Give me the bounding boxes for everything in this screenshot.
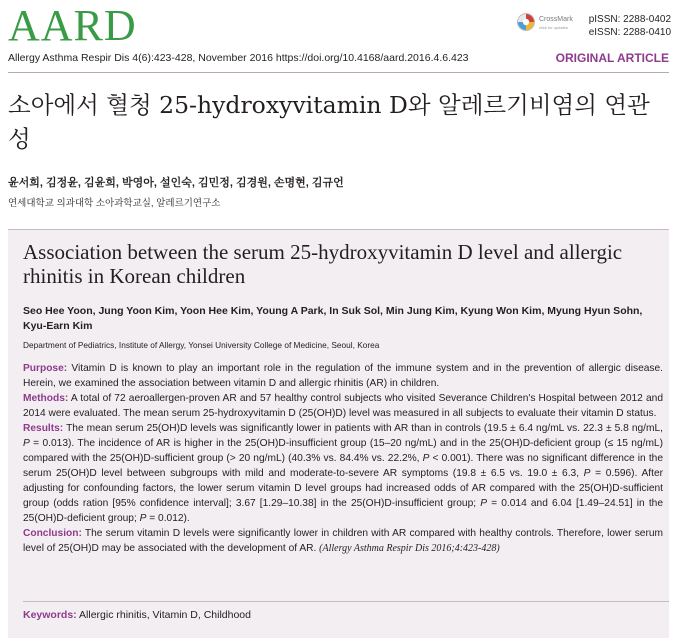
- conclusion-citation: (Allergy Asthma Respir Dis 2016;4:423-428): [319, 543, 500, 554]
- issn-block: [589, 13, 671, 39]
- abstract-purpose: [23, 361, 663, 391]
- keywords: [23, 609, 251, 621]
- p-symbol: P: [23, 438, 30, 449]
- korean-title: 소아에서 혈청 25-hydroxyvitamin D와 알레르기비염의 연관성: [8, 91, 650, 153]
- purpose-text: Vitamin D is known to play an important role in the regulation of the immune system and in the prevention of allergic disease. Herein, we examined the association between vitamin D and allergic rhinitis (AR) in children.: [23, 363, 663, 389]
- keywords-text: Allergic rhinitis, Vitamin D, Childhood: [76, 609, 251, 621]
- purpose-label: Purpose:: [23, 363, 68, 374]
- article-type: ORIGINAL ARTICLE: [555, 51, 669, 65]
- crossmark-sub: click for updates: [539, 25, 568, 30]
- english-authors: Seo Hee Yoon, Jung Yoon Kim, Yoon Hee Kim, Young A Park, In Suk Sol, Min Jung Kim, Kyung Won Kim, Myung Hyun Sohn, Kyu-Earn Kim: [23, 305, 643, 332]
- abstract-methods: [23, 391, 663, 421]
- results-text: < 0.001). There was no significant difference in the serum 25(OH)D level between subgroups with mild and moderate-to-severe AR symptoms (19.8 ± 6.5 vs. 19.0 ± 6.3,: [23, 453, 663, 479]
- eissn: eISSN: 2288-0410: [588, 27, 671, 38]
- conclusion-label: Conclusion:: [23, 528, 82, 539]
- abstract-box: [8, 229, 669, 638]
- results-text: = 0.014 and 6.04 [1.49–24.51] in the 25(OH)D-deficient group;: [23, 498, 663, 524]
- methods-text: A total of 72 aeroallergen-proven AR and 57 healthy control subjects who visited Severance Children's Hospital between 2012 and 2014 were evaluated. The mean serum 25-hydroxyvitamin D (25(OH)D) level was measured in all subjects to evaluate their vitamin D status.: [23, 393, 663, 419]
- results-text: = 0.596). After adjusting for confounding factors, the lower serum vitamin D level groups had increased odds of AR compared with the 25(OH)D-sufficient group (odds ration [95% confidence interval]; 3.67 [1.29–10.38] in the 25(OH)D-insufficient group;: [23, 468, 663, 509]
- results-text: = 0.013). The incidence of AR is higher in the 25(OH)D-insufficient group (15–20 ng/mL) and in the 25(OH)D-deficient group (≤ 15 ng/mL) compared with the 25(OH)D-sufficient group (> 20 ng/mL) (40.3% vs. 84.4% vs. 22.2%,: [23, 438, 663, 464]
- methods-label: Methods:: [23, 393, 69, 404]
- abstract-conclusion: [23, 526, 663, 556]
- korean-affiliation: 연세대학교 의과대학 소아과학교실, 알레르기연구소: [8, 198, 221, 209]
- p-symbol: P: [480, 498, 488, 509]
- p-symbol: P: [583, 468, 591, 479]
- korean-authors: 윤서희, 김정윤, 김윤희, 박영아, 설인숙, 김민정, 김경원, 손명현, 김규언: [8, 177, 344, 189]
- crossmark-icon: [517, 13, 535, 31]
- p-symbol: P: [139, 513, 147, 524]
- crossmark-badge[interactable]: [517, 11, 587, 39]
- header-divider: [8, 72, 669, 73]
- results-label: Results:: [23, 423, 64, 434]
- journal-logo: AARD: [8, 1, 137, 50]
- abstract-results: [23, 421, 663, 526]
- abstract-text: [23, 361, 663, 556]
- english-title: Association between the serum 25-hydroxyvitamin D level and allergic rhinitis in Korean children: [23, 240, 623, 288]
- p-symbol: P: [422, 453, 430, 464]
- conclusion-text: The serum vitamin D levels were significantly lower in children with AR compared with healthy controls. Therefore, lower serum level of 25(OH)D may be associated with the development of AR.: [23, 528, 663, 554]
- journal-citation: Allergy Asthma Respir Dis 4(6):423-428, November 2016 https://doi.org/10.4168/aard.2016.4.6.423: [8, 52, 469, 64]
- crossmark-label: CrossMark: [539, 16, 573, 23]
- keywords-label: Keywords:: [23, 609, 77, 621]
- results-text: The mean serum 25(OH)D levels was significantly lower in patients with AR than in controls (19.5 ± 6.4 ng/mL vs. 22.3 ± 5.8 ng/mL,: [66, 423, 663, 434]
- pissn: pISSN: 2288-0402: [588, 14, 671, 25]
- keywords-divider: [23, 601, 669, 602]
- english-affiliation: Department of Pediatrics, Institute of Allergy, Yonsei University College of Medicine, Seoul, Korea: [23, 340, 380, 350]
- results-text: = 0.012).: [146, 513, 190, 524]
